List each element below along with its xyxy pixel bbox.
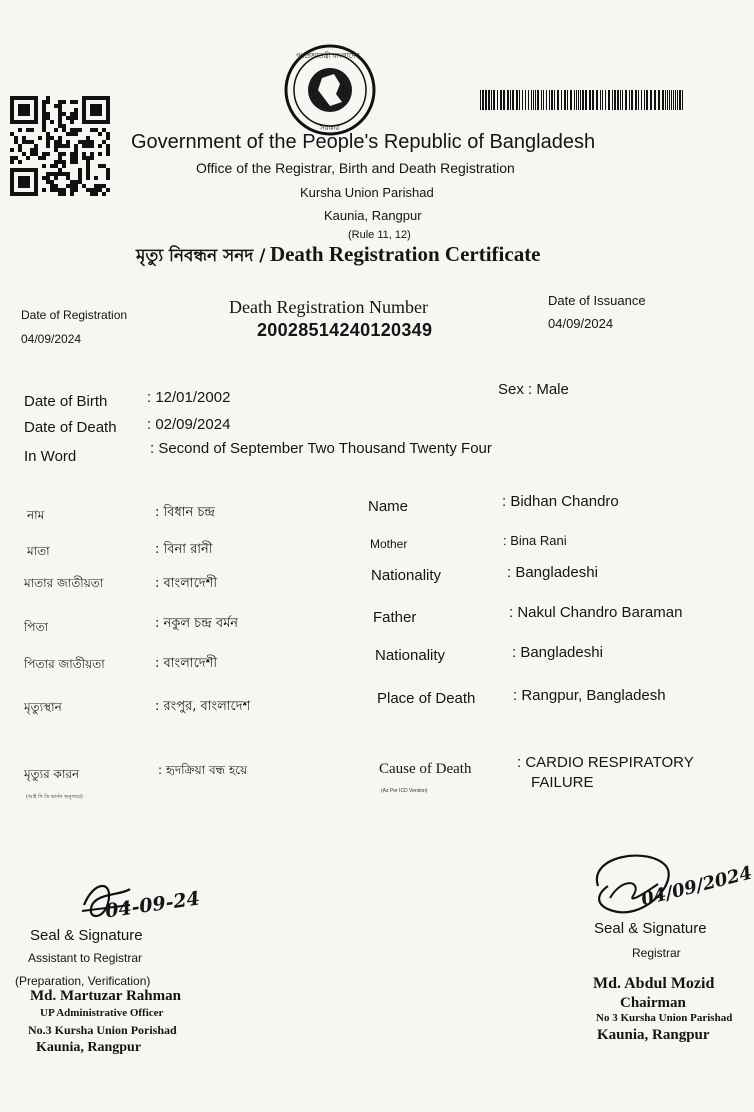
registration-number: 20028514240120349 bbox=[257, 320, 433, 340]
right-signature-date: 04/09/2024 bbox=[639, 862, 754, 911]
mother-label: Mother bbox=[370, 537, 408, 551]
qr-code bbox=[10, 96, 114, 196]
left-signature-date: 04-09-24 bbox=[103, 887, 202, 923]
bangla-cause-value: : হৃদক্রিয়া বন্ধ হয়ে bbox=[158, 763, 248, 777]
date-of-registration-value: 04/09/2024 bbox=[21, 332, 82, 346]
bangla-name-value: : বিধান চন্দ্র bbox=[155, 505, 215, 520]
father-nationality-value: : Bangladeshi bbox=[512, 644, 603, 661]
right-stamp-name: Md. Abdul Mozid bbox=[593, 975, 715, 992]
left-stamp-office: No.3 Kursha Union Porishad bbox=[28, 1023, 177, 1037]
left-stamp-name: Md. Martuzar Rahman bbox=[30, 988, 181, 1004]
bangla-mother-value: : বিনা রানী bbox=[155, 542, 213, 557]
bangla-death-place-label: মৃত্যুস্থান bbox=[24, 700, 62, 714]
father-label: Father bbox=[373, 609, 417, 626]
date-of-issuance-label: Date of Issuance bbox=[548, 293, 646, 308]
dob-value: : 12/01/2002 bbox=[147, 389, 231, 406]
left-role-note: (Preparation, Verification) bbox=[15, 974, 151, 988]
certificate-title bbox=[136, 242, 541, 271]
father-value: : Nakul Chandro Baraman bbox=[509, 604, 683, 621]
barcode bbox=[480, 90, 684, 110]
cause-value-line1: : CARDIO RESPIRATORY bbox=[517, 754, 694, 771]
bangla-death-place-value: : রংপুর, বাংলাদেশ bbox=[155, 699, 251, 714]
registrar-office: Office of the Registrar, Birth and Death Registration bbox=[196, 160, 515, 176]
seal-text-bottom: সরকার bbox=[320, 124, 340, 132]
death-place-value: : Rangpur, Bangladesh bbox=[513, 687, 666, 704]
certificate-title-english: Death Registration Certificate bbox=[269, 242, 541, 266]
registration-number-label: Death Registration Number bbox=[229, 297, 428, 317]
bangla-father-nationality-label: পিতার জাতীয়তা bbox=[24, 657, 105, 671]
government-title: Government of the People's Republic of Bangladesh bbox=[131, 131, 596, 153]
cause-value-line2: FAILURE bbox=[531, 774, 594, 791]
mother-nationality-value: : Bangladeshi bbox=[507, 564, 598, 581]
seal-text-top: গণপ্রজাতন্ত্রী বাংলাদেশ bbox=[296, 52, 360, 60]
in-word-value: : Second of September Two Thousand Twenty Four bbox=[150, 440, 492, 457]
right-role: Registrar bbox=[632, 946, 681, 960]
right-stamp-title: Chairman bbox=[620, 995, 686, 1011]
name-label: Name bbox=[368, 498, 409, 515]
bangla-father-label: পিতা bbox=[24, 620, 49, 634]
bangla-mother-nationality-value: : বাংলাদেশী bbox=[155, 576, 218, 591]
rule: (Rule 11, 12) bbox=[348, 229, 411, 241]
bangla-father-nationality-value: : বাংলাদেশী bbox=[155, 656, 218, 671]
date-of-registration-label: Date of Registration bbox=[21, 308, 128, 322]
certificate-title-bangla: মৃত্যু নিবন্ধন সনদ / bbox=[136, 246, 266, 266]
cause-label: Cause of Death bbox=[379, 761, 472, 777]
father-nationality-label: Nationality bbox=[375, 647, 446, 664]
death-place-label: Place of Death bbox=[377, 690, 476, 707]
name-value: : Bidhan Chandro bbox=[502, 493, 619, 510]
bangla-mother-label: মাতা bbox=[27, 544, 50, 558]
date-of-issuance-value: 04/09/2024 bbox=[548, 316, 614, 331]
mother-nationality-label: Nationality bbox=[371, 567, 442, 584]
cause-note: (As Per ICD Version) bbox=[381, 788, 428, 794]
government-seal bbox=[282, 42, 378, 138]
dob-label: Date of Birth bbox=[24, 393, 108, 410]
dod-label: Date of Death bbox=[24, 419, 117, 436]
right-seal-signature: Seal & Signature bbox=[594, 920, 707, 937]
bangla-father-value: : নকুল চন্দ্র বর্মন bbox=[155, 616, 239, 631]
left-stamp-title: UP Administrative Officer bbox=[40, 1007, 164, 1019]
in-word-label: In Word bbox=[24, 448, 77, 465]
bangla-mother-nationality-label: মাতার জাতীয়তা bbox=[24, 576, 104, 590]
bangla-cause-note: (আই সি ডি ভার্সন অনুসারে) bbox=[26, 794, 83, 800]
mother-value: : Bina Rani bbox=[503, 533, 567, 548]
union-parishad: Kursha Union Parishad bbox=[300, 185, 434, 200]
bangla-name-label: নাম bbox=[27, 508, 45, 522]
location: Kaunia, Rangpur bbox=[324, 208, 422, 223]
left-seal-signature: Seal & Signature bbox=[30, 927, 143, 944]
bangla-cause-label: মৃত্যুর কারন bbox=[24, 767, 80, 781]
sex-value: Sex : Male bbox=[498, 381, 569, 398]
right-stamp-location: Kaunia, Rangpur bbox=[597, 1027, 710, 1043]
dod-value: : 02/09/2024 bbox=[147, 416, 231, 433]
left-stamp-location: Kaunia, Rangpur bbox=[36, 1040, 142, 1055]
left-role: Assistant to Registrar bbox=[28, 951, 143, 965]
right-stamp-office: No 3 Kursha Union Parishad bbox=[596, 1012, 733, 1024]
